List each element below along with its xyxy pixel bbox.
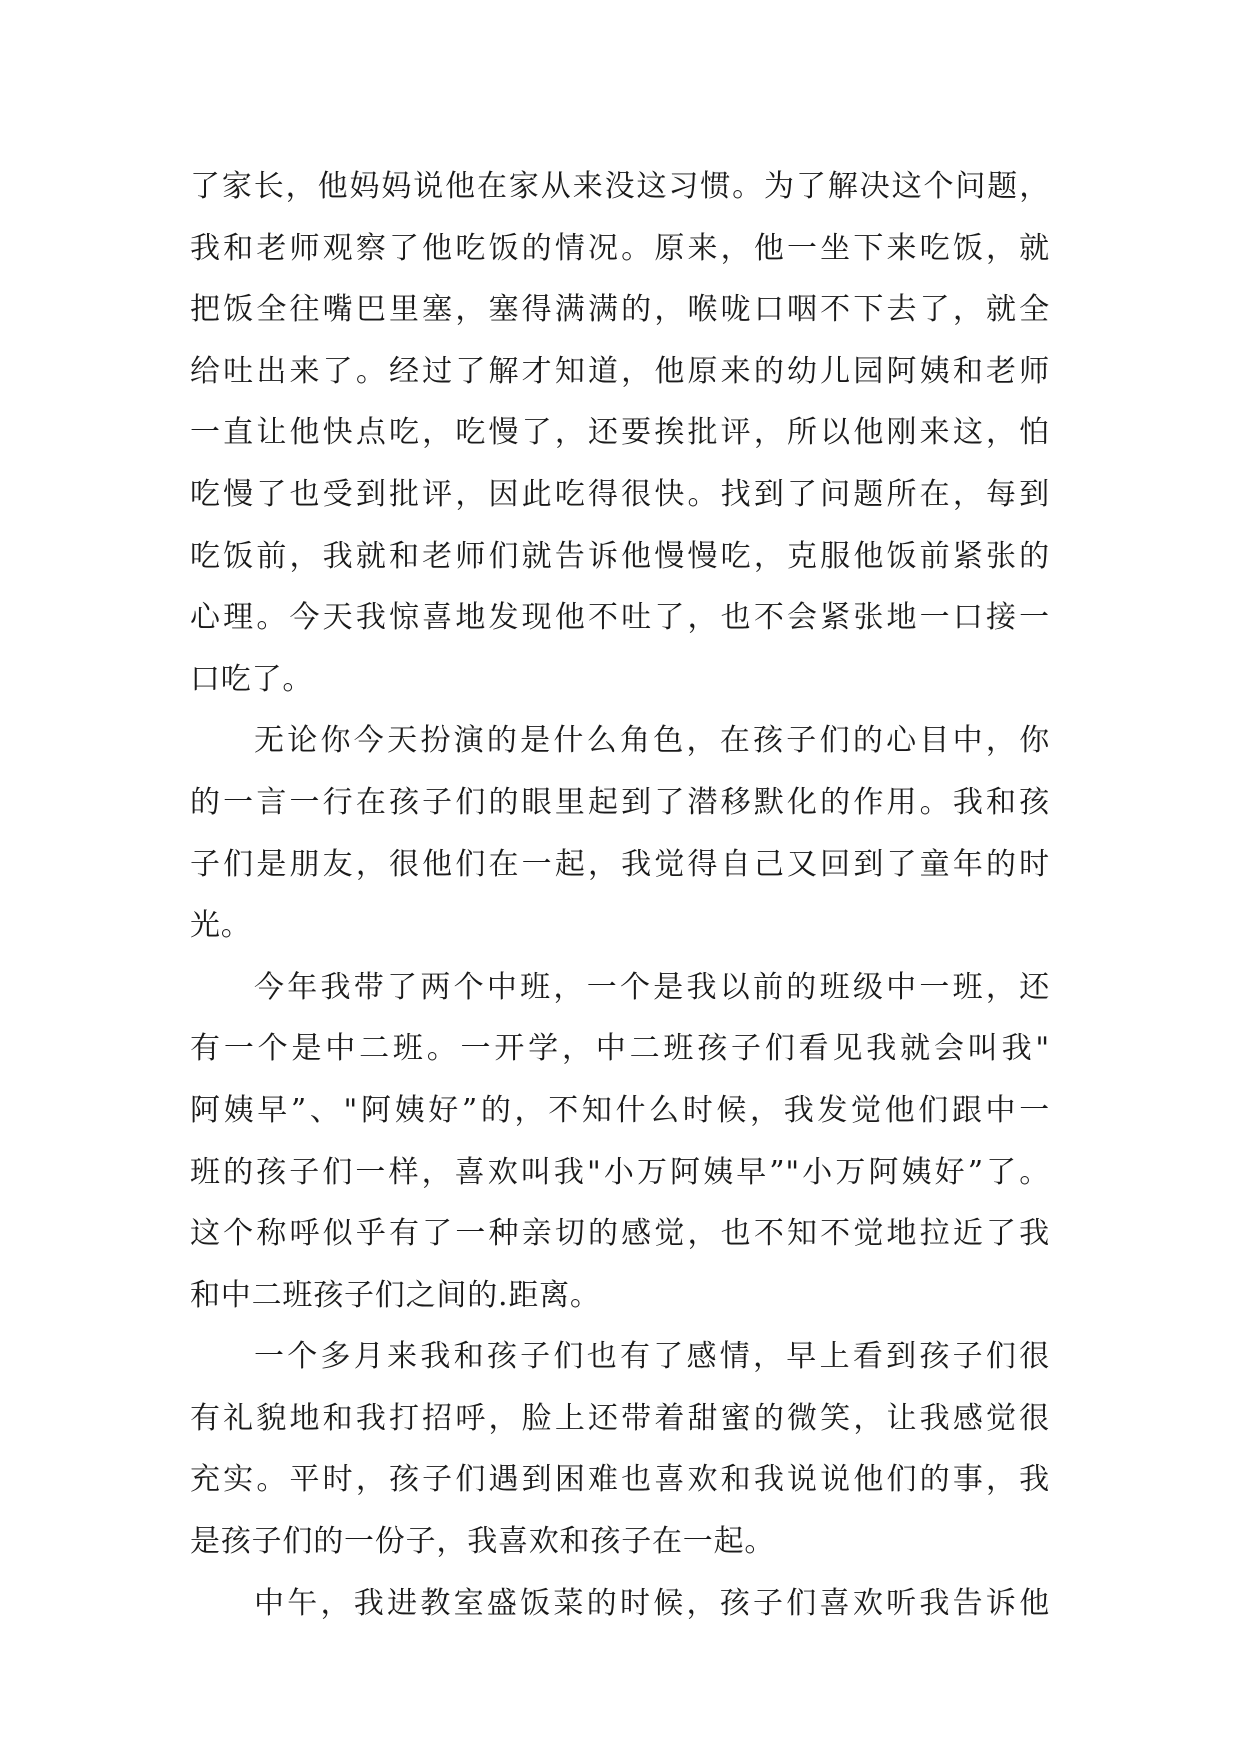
text-line: 这个称呼似乎有了一种亲切的感觉，也不知不觉地拉近了我 <box>190 1216 1050 1252</box>
body-text <box>190 156 1050 1634</box>
text-line: 中午，我进教室盛饭菜的时候，孩子们喜欢听我告诉他 <box>254 1585 1050 1621</box>
text-line: 把饭全往嘴巴里塞，塞得满满的，喉咙口咽不下去了，就全 <box>190 292 1050 328</box>
text-line: 有一个是中二班。一开学，中二班孩子们看见我就会叫我" <box>190 1031 1050 1067</box>
text-line: 一直让他快点吃，吃慢了，还要挨批评，所以他刚来这，怕 <box>190 415 1050 451</box>
text-line: 我和老师观察了他吃饭的情况。原来，他一坐下来吃饭，就 <box>190 230 1050 266</box>
text-line: 了家长，他妈妈说他在家从来没这习惯。为了解决这个问题， <box>190 169 1050 204</box>
text-line: 班的孩子们一样，喜欢叫我"小万阿姨早”"小万阿姨好”了。 <box>190 1154 1050 1190</box>
paragraph-3 <box>190 957 1050 1327</box>
text-line: 今年我带了两个中班，一个是我以前的班级中一班，还 <box>254 969 1050 1005</box>
paragraph-1 <box>190 156 1050 710</box>
text-line: 子们是朋友，很他们在一起，我觉得自己又回到了童年的时 <box>190 846 1050 882</box>
text-line: 心理。今天我惊喜地发现他不吐了，也不会紧张地一口接一 <box>190 600 1050 636</box>
text-line: 的一言一行在孩子们的眼里起到了潜移默化的作用。我和孩 <box>190 784 1050 820</box>
paragraph-4 <box>190 1326 1050 1572</box>
text-line: 有礼貌地和我打招呼，脸上还带着甜蜜的微笑，让我感觉很 <box>190 1400 1050 1436</box>
paragraph-5 <box>190 1573 1050 1635</box>
text-line: 和中二班孩子们之间的.距离。 <box>190 1277 601 1313</box>
text-line: 阿姨早”、"阿姨好”的，不知什么时候，我发觉他们跟中一 <box>190 1092 1050 1128</box>
text-line: 一个多月来我和孩子们也有了感情，早上看到孩子们很 <box>254 1339 1050 1375</box>
text-line: 吃慢了也受到批评，因此吃得很快。找到了问题所在，每到 <box>190 476 1050 512</box>
text-line: 充实。平时，孩子们遇到困难也喜欢和我说说他们的事，我 <box>190 1462 1050 1498</box>
text-line: 吃饭前，我就和老师们就告诉他慢慢吃，克服他饭前紧张的 <box>190 538 1050 574</box>
text-line: 无论你今天扮演的是什么角色，在孩子们的心目中，你 <box>254 723 1050 759</box>
text-line: 是孩子们的一份子，我喜欢和孩子在一起。 <box>190 1524 776 1560</box>
text-line: 给吐出来了。经过了解才知道，他原来的幼儿园阿姨和老师 <box>190 353 1050 389</box>
paragraph-2 <box>190 710 1050 956</box>
text-line: 口吃了。 <box>190 661 314 697</box>
text-line: 光。 <box>190 908 252 944</box>
